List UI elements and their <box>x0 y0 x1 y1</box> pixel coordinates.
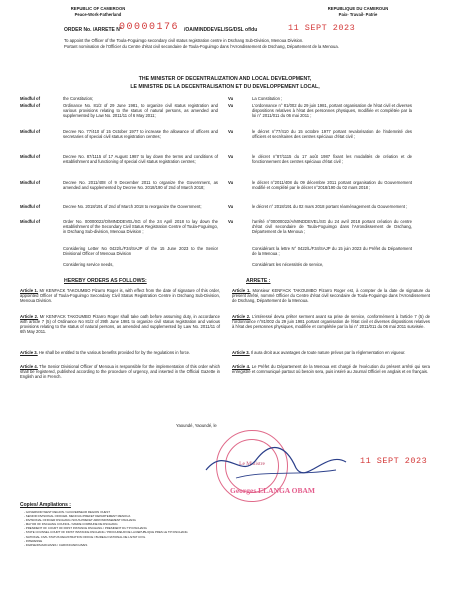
copy-line: - GOVERNOR WEST REGION / GOUVERNEUR REGION OUEST <box>24 510 111 514</box>
copy-line: - SENIOR DIVISIONAL OFFICER- MENOUA /PREFET DEPARTEMENT MENOUA <box>24 514 131 519</box>
copy-line: - DIVISIONAL OFFICER DSCHANG /SOUS-PREFET ARRONDISSEMENT DSCHANG <box>24 518 136 523</box>
preamble-en: Order No. 00000022/O/MINDDEVEL/SG of the 24 April 2018 to lay down the establishment of the Secondary Civil Status Registration Centre of Toula-Foguimgo, in Dschang Sub-division, Menoua Division ; <box>63 219 218 235</box>
vu-label: Vu <box>228 96 234 101</box>
article-label: Article 3. <box>232 350 250 355</box>
article-text: Mr KENFACK TAKOUMBO Pizarro Roger is, with effect from the date of signature of this order, appointed Officer of Toula-Foguimgo Secondary Civil Status Registration Centre in Dschang Sub-Division, Menoua Division. <box>20 288 220 304</box>
preamble-fr: le décret n°2011/408 du 09 décembre 2011 portant organisation du Gouvernement modifié et complété par le décret n°2018/190 du 02 mars 2018 ; <box>252 180 412 191</box>
copy-line: - INTERESSE <box>24 538 43 543</box>
preamble-en: Decree No. 77/410 of 15 October 1977 to increase the allowance of officers and secretaries of special civil status registration centres; <box>63 129 218 140</box>
copies-title: Copies/ Ampliations : <box>20 502 71 508</box>
article-fr <box>232 350 430 355</box>
preamble-en: the Constitution; <box>63 96 94 101</box>
preamble-en: Decree No. 87/1115 of 17 August 1987 to lay down the terms and conditions of establishment and functioning of special civil status registration centres; <box>63 154 218 165</box>
seal-text: Le Ministre <box>239 461 265 467</box>
article-text: Mr KENFACK TAKOUMBO Pizarro Roger shall take oath before assuming duty, in accordance with article 7 (5) of Ordinance No 81/2 of 29th June 1981 to organize civil status registration and various provisions relating to the status of natural persons, as amended and supplemented by Law No. 2011/11 of 6th May 2011. <box>20 314 220 335</box>
signature-date-stamp: 11 SEPT 2023 <box>360 456 428 466</box>
title-en: THE MINISTER OF DECENTRALIZATION AND LOCAL DEVELOPMENT, <box>138 76 312 82</box>
vu-label: Vu <box>228 204 234 209</box>
preamble-fr: Considérant la lettre N° 0422/L/F34/SAJP du 15 juin 2023 du Préfet du Département de la Menoua ; <box>252 246 412 257</box>
preamble-fr: Considérant les nécessités de service, <box>252 262 324 267</box>
mindful-label: Mindful of <box>20 219 40 224</box>
title-fr: LE MINISTRE DE LA DECENTRALISATION ET DU DEVELOPPEMENT LOCAL, <box>130 84 320 90</box>
preamble-en: Decree No. 2011/408 of 9 December 2011 to organize the Government, as amended and supplemented by Decree No. 2018/190 of 2nd of March 2018; <box>63 180 218 191</box>
copy-line: - STATE COUNSEL COURT OF FIRST INSTANCE DSCHANG / PROCUREUR DE LA REPUBLIQUE PRES LE TPI DSCHANG <box>24 530 188 535</box>
order-line <box>64 22 404 36</box>
mindful-label: Mindful of <box>20 180 40 185</box>
vu-label: Vu <box>228 103 234 108</box>
copy-line: - MAYOR OF DSCHANG COUNCIL / MAIRE COMMUNE DE DSCHANG <box>24 522 118 527</box>
vu-label: Vu <box>228 129 234 134</box>
header-left-line1: REPUBLIC OF CAMEROON <box>70 6 126 11</box>
mindful-label: Mindful of <box>20 129 40 134</box>
signature-place: Yaoundé, Yaoundé, le <box>176 423 217 428</box>
article-label: Article 3. <box>20 350 38 355</box>
article-en <box>20 314 220 334</box>
mindful-label: Mindful of <box>20 96 40 101</box>
object-fr: Portant nomination de l'Officier du Centre d'état civil secondaire de Toula-Foguimgo dans l'Arrondissement de Dschang, Département de la Menoua. <box>64 44 339 49</box>
article-text: The Senior Divisional Officer of Menoua is responsible for the implementation of this order which shall be registered, published according to the procedure of urgency, and inserted in the Official Gazette in English and in French. <box>20 364 220 380</box>
preamble-fr: le décret n°87/1115 du 17 août 1987 fixant les modalités de création et de fonctionnement des centres spéciaux d'état civil ; <box>252 154 412 165</box>
article-fr <box>232 314 430 329</box>
article-en <box>20 288 220 303</box>
order-number: 00000176 <box>119 22 180 33</box>
signatory-name: Georges ELANGA OBAM <box>230 486 315 495</box>
header-right-line2: Paix- Travail- Patrie <box>338 12 378 17</box>
article-label: Article 1. <box>232 288 251 293</box>
article-text: He shall be entitled to the various benefits provided for by the regulations in force. <box>38 350 191 355</box>
order-date-stamp: 11 SEPT 2023 <box>288 23 356 33</box>
header-left-line2: Peace-Work-Fatherland <box>74 12 122 17</box>
article-text: L'intéressé devra prêter serment avant sa prise de service, conformément à l'article 7 (5) de l'ordonnance n°81/002 du 29 juin 1981 portant organisation de l'état civil et diverses dispositions relatives à l'état des personnes physiques, modifiée et complétée par la loi n° 2011/011 du 06 mai 2011 susvisée. <box>232 314 430 330</box>
signature-scribble <box>196 440 366 490</box>
article-en <box>20 350 220 355</box>
preamble-en: Considering Letter No 0422/L/F34/SAJP of the 15 June 2023 to the Senior Divisional Officer of Menoua Division <box>63 246 218 257</box>
article-label: Article 4. <box>20 364 38 369</box>
object-en: To appoint the Officer of the Toula-Foguimgo secondary civil status registration centre in Dschang Sub-Division, Menoua Division. <box>64 38 304 43</box>
preamble-fr: le décret n° 2018/191 du 02 mars 2018 portant réaménagement du Gouvernement ; <box>252 204 408 209</box>
order-label: ORDER No. /ARRETE N° <box>64 27 122 33</box>
mindful-label: Mindful of <box>20 154 40 159</box>
article-label: Article 4. <box>232 364 251 369</box>
article-text: Le Préfet du Département de la Menoua est chargé de l'exécution du présent arrêté qui sera enregistré et communiqué partout où besoin sera, puis inséré au Journal Officiel en anglais et en français. <box>232 364 430 375</box>
article-text: Monsieur KENFACK TAKOUMBO Pizarro Roger est, à compter de la date de signature du présent arrêté, nommé Officier du Centre d'état civil secondaire de Toula-Foguimgo dans l'Arrondissement de Dschang, Département de la Menoua. <box>232 288 430 304</box>
article-en <box>20 364 220 379</box>
vu-label: Vu <box>228 180 234 185</box>
preamble-en: Considering service needs, <box>63 262 114 267</box>
article-fr <box>232 364 430 374</box>
copy-line: - NATIONAL CIVIL STATUS REGISTRATION OFFICE / BUREAU NATIONAL DE L'ETAT CIVIL <box>24 534 146 539</box>
vu-label: Vu <box>228 219 234 224</box>
preamble-fr: L'ordonnance n° 81/002 du 29 juin 1981, portant organisation de l'état civil et diverses dispositions relatives à l'état des personnes physiques, modifiée et complétée par la loi n° 2011/011 du 06 mai 2011 ; <box>252 103 412 119</box>
mindful-label: Mindful of <box>20 103 40 108</box>
preamble-en: Decree No. 2018/191 of 2nd of March 2018 to reorganize the Government; <box>63 204 202 209</box>
vu-label: Vu <box>228 154 234 159</box>
article-fr <box>232 288 430 303</box>
preamble-en: Ordinance No. 81/2 of 29 June 1981, to organize civil status registration and various provisions relating to the status of natural persons, as amended and supplemented by Law No. 2011/11 of 6 May 2011; <box>63 103 218 119</box>
copies-list <box>24 510 354 547</box>
preamble-fr: La Constitution ; <box>252 96 283 101</box>
copy-line: - DGRSE/DS/ARCHIVES / CHRONO/ARCHIVES <box>24 542 88 547</box>
preamble-fr: l'arrêté n°00000022/A/MINDDEVEL/SG du 24 avril 2018 portant création du centre d'état civil secondaire de Toula-Foguimgo dans l'Arrondissement de Dschang, Département de la Menoua ; <box>252 219 412 235</box>
header-right-line1: REPUBLIQUE DU CAMEROUN <box>327 6 389 11</box>
arrete-heading: ARRETE : <box>246 278 271 284</box>
preamble-fr: le décret n°77/410 du 15 octobre 1977 portant revalorisation de l'indemnité des officiers et secrétaires des centres spéciaux d'état civil ; <box>252 129 412 140</box>
article-label: Article 2. <box>232 314 251 319</box>
mindful-label: Mindful of <box>20 204 40 209</box>
article-label: Article 1. <box>20 288 39 293</box>
hereby-heading: HEREBY ORDERS AS FOLLOWS: <box>64 278 147 284</box>
article-text: Il aura droit aux avantages de toute nature prévus par la réglementation en vigueur. <box>250 350 406 355</box>
article-label: Article 2. <box>20 314 39 319</box>
order-ref: /OA/MINDDEVEL/SG/DSL of/du <box>184 27 258 33</box>
copy-line: - PRESIDENT OF COURT OF FIRST INSTANCE DSCHANG / PRESIDENT DU TPI DSCHANG <box>24 526 147 531</box>
